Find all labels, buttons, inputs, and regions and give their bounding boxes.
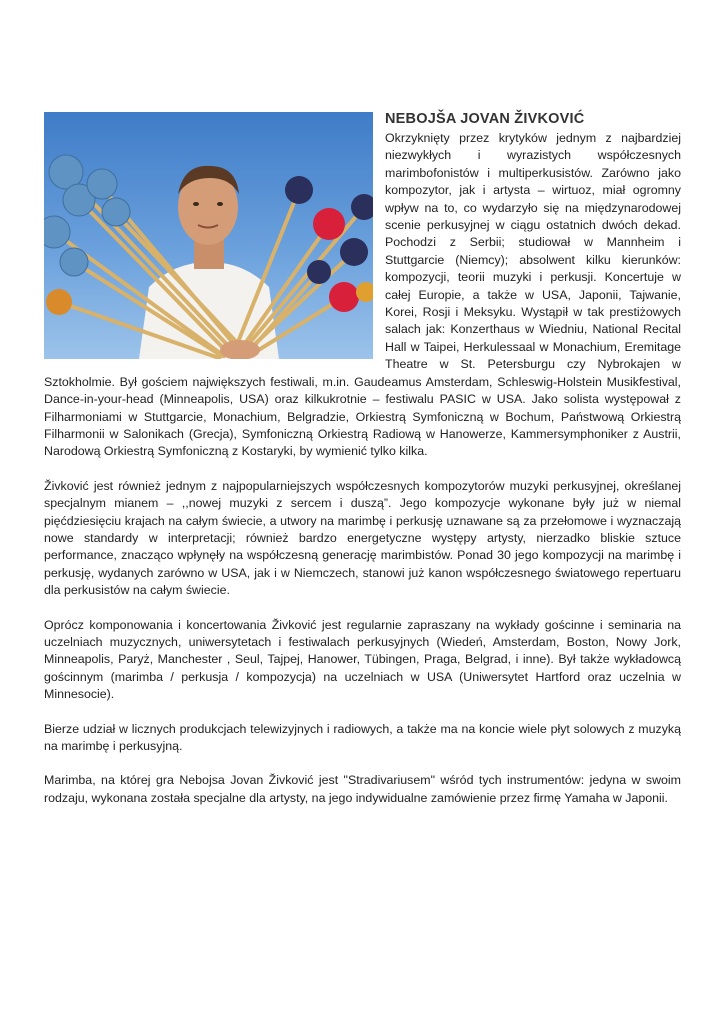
paragraph-3: Oprócz komponowania i koncertowania Živković jest regularnie zapraszany na wykłady gościnne i seminaria na uczelniach muzycznych, uniwersytetach i festiwalach perkusyjnych (Wiedeń, Amsterdam, Boston, Nowy Jork, Minneapolis, Paryż, Manchester , Seul, Tajpej, Hanower, Tübingen, Praga, Belgrad, i inne). Był także wykładowcą gościnnym (marimba / perkusja / kompozycja) na uczelniach w USA (Uniwersytet Hartford oraz uczelnia w Minnesocie). [44,617,681,702]
paragraph-5: Marimba, na której gra Nebojsa Jovan Živković jest "Stradivariusem" wśród tych instrumentów: jedyna w swoim rodzaju, wykonana została specjalne dla artysty, na jego indywidualne zamówienie przez firmę Yamaha w Japonii. [44,773,681,805]
page-title: NEBOJŠA JOVAN ŽIVKOVIĆ [385,111,585,127]
paragraph-1: Okrzyknięty przez krytyków jednym z najbardziej niezwykłych i wyrazistych współczesnych marimbofonistów i multiperkusistów. Zarówno jako kompozytor, jak i artysta – wirtuoz, miał ogromny wpływ na to, co wydarzyło się na międzynarodowej scenie perkusyjnej w ciągu ostatnich dwóch dekad. Pochodzi z Serbii; studiował w Mannheim i Stuttgarcie (Niemcy); absolwent kilku kierunków: kompozycji, teorii muzyki i perkusji. Koncertuje w całej Europie, a także w USA, Japonii, Tajwanie, Korei, Rosji i Meksyku. Wystąpił w tak prestiżowych salach jak: Konzerthaus w Wiedniu, National Recital Hall w Taipei, Herkulessaal w Monachium, Eremitage Theatre w St. Petersburgu czy Nybrokajen w Sztokholmie. Był gościem największych festiwali, m.in. Gaudeamus Amsterdam, Schleswig-Holstein Musikfestival, Dance-in-your-head (Minneapolis, USA) oraz kilkukrotnie – festiwalu PASIC w USA. Jako solista występował z Filharmoniami w Stuttgarcie, Monachium, Belgradzie, Orkiestrą Symfoniczną w Bochum, Państwową Orkiestrą Filharmonii w Salonikach (Grecja), Symfoniczną Orkiestrą Radiową w Hanowerze, Kammersymphoniker z Austrii, Narodową Orkiestrą Symfoniczną z Kostaryki, by wymienić tylko kilka. [44,131,681,459]
document-page [44,110,681,807]
portrait-illustration [44,112,373,359]
portrait-photo [44,112,373,359]
paragraph-4: Bierze udział w licznych produkcjach telewizyjnych i radiowych, a także ma na koncie wiele płyt solowych z muzyką na marimbę i perkusyjną. [44,721,681,753]
paragraph-2: Živković jest również jednym z najpopularniejszych współczesnych kompozytorów muzyki perkusyjnej, określanej specjalnym mianem – ,,nowej muzyki z sercem i duszą”. Jego kompozycje wykonane były już w niemal pięćdziesięciu krajach na całym świecie, a utwory na marimbę i perkusję uznawane są za przełomowe i wyznaczają nowe standardy w interpretacji; również bardzo energetyczne występy artysty, nierzadko bliskie sztuce performance, znacząco wpłynęły na współczesną generację marimbistów. Ponad 30 jego kompozycji na marimbę i perkusję, wydanych zarówno w USA, jak i w Niemczech, stanowi już kanon współczesnego światowego repertuaru dla perkusistów na całym świecie. [44,478,681,598]
